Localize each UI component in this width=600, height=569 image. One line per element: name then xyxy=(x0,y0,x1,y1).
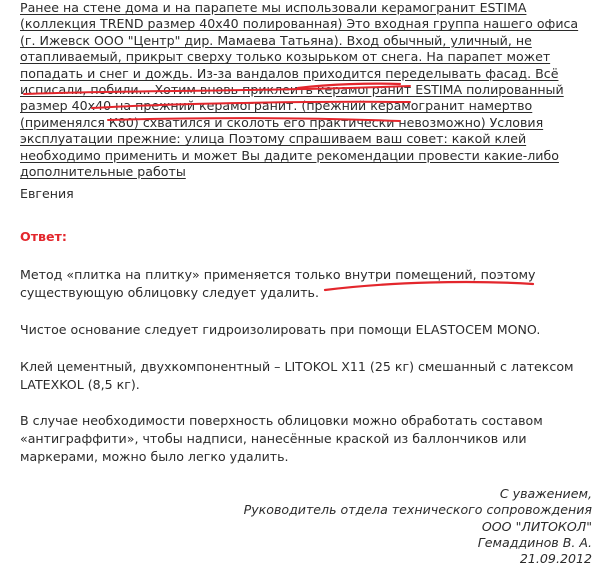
question-line: отапливаемый, прикрыт сверху только козырьком от снега. На парапет может xyxy=(20,49,551,65)
answer-line: «антиграффити», чтобы надписи, нанесённые краской из баллончиков или xyxy=(20,431,527,446)
question-text xyxy=(20,0,586,180)
answer-line: существующую облицовку следует удалить. xyxy=(20,285,319,300)
question-line: (коллекция TREND размер 40х40 полированная) Это входная группа нашего офиса xyxy=(20,16,579,32)
answer-heading: Ответ: xyxy=(20,229,67,244)
answer-paragraph-1 xyxy=(20,266,536,302)
answer-line: В случае необходимости поверхность облицовки можно обработать составом xyxy=(20,413,543,428)
question-line: дополнительные работы xyxy=(20,164,186,180)
question-line: (г. Ижевск ООО "Центр" дир. Мамаева Татьяна). Вход обычный, уличный, не xyxy=(20,32,532,48)
signature-line: Гемаддинов В. А. xyxy=(477,534,592,550)
question-line: размер 40х40 на прежний керамогранит. (прежний керамогранит намертво xyxy=(20,98,533,114)
answer-paragraph-2 xyxy=(20,321,540,339)
answer-paragraph-4 xyxy=(20,412,543,466)
question-line: эксплуатации прежние: улица Поэтому спрашиваем ваш совет: какой клей xyxy=(20,131,527,147)
question-line: попадать и снег и дождь. Из-за вандалов приходится переделывать фасад. Всё xyxy=(20,65,559,81)
answer-line: LATEXKOL (8,5 кг). xyxy=(20,377,140,392)
answer-line: Чистое основание следует гидроизолировать при помощи ELASTOCEM MONO. xyxy=(20,322,541,337)
signature-line: Руководитель отдела технического сопровождения xyxy=(243,502,592,518)
author-name: Евгения xyxy=(20,186,74,201)
signature-line: С уважением, xyxy=(499,486,592,501)
question-line: исписали, побили... Хотим вновь приклеить керамогранит ESTIMA полированный xyxy=(20,82,564,98)
question-line: необходимо применить и может Вы дадите рекомендации провести какие-либо xyxy=(20,147,559,163)
question-line: Ранее на стене дома и на парапете мы использовали керамогранит ESTIMA xyxy=(20,0,527,15)
answer-line: Клей цементный, двухкомпонентный – LITOKOL X11 (25 кг) смешанный с латексом xyxy=(20,359,574,374)
answer-line: Метод «плитка на плитку» применяется только внутри помещений, поэтому xyxy=(20,267,536,282)
signature-block xyxy=(244,486,592,567)
answer-line: маркерами, можно было легко удалить. xyxy=(20,449,289,464)
question-line: (применялся К80) схватился и сколоть его практически невозможно) Условия xyxy=(20,114,544,130)
signature-line: ООО "ЛИТОКОЛ" xyxy=(481,518,592,534)
signature-line: 21.09.2012 xyxy=(519,551,592,567)
answer-paragraph-3 xyxy=(20,358,574,394)
